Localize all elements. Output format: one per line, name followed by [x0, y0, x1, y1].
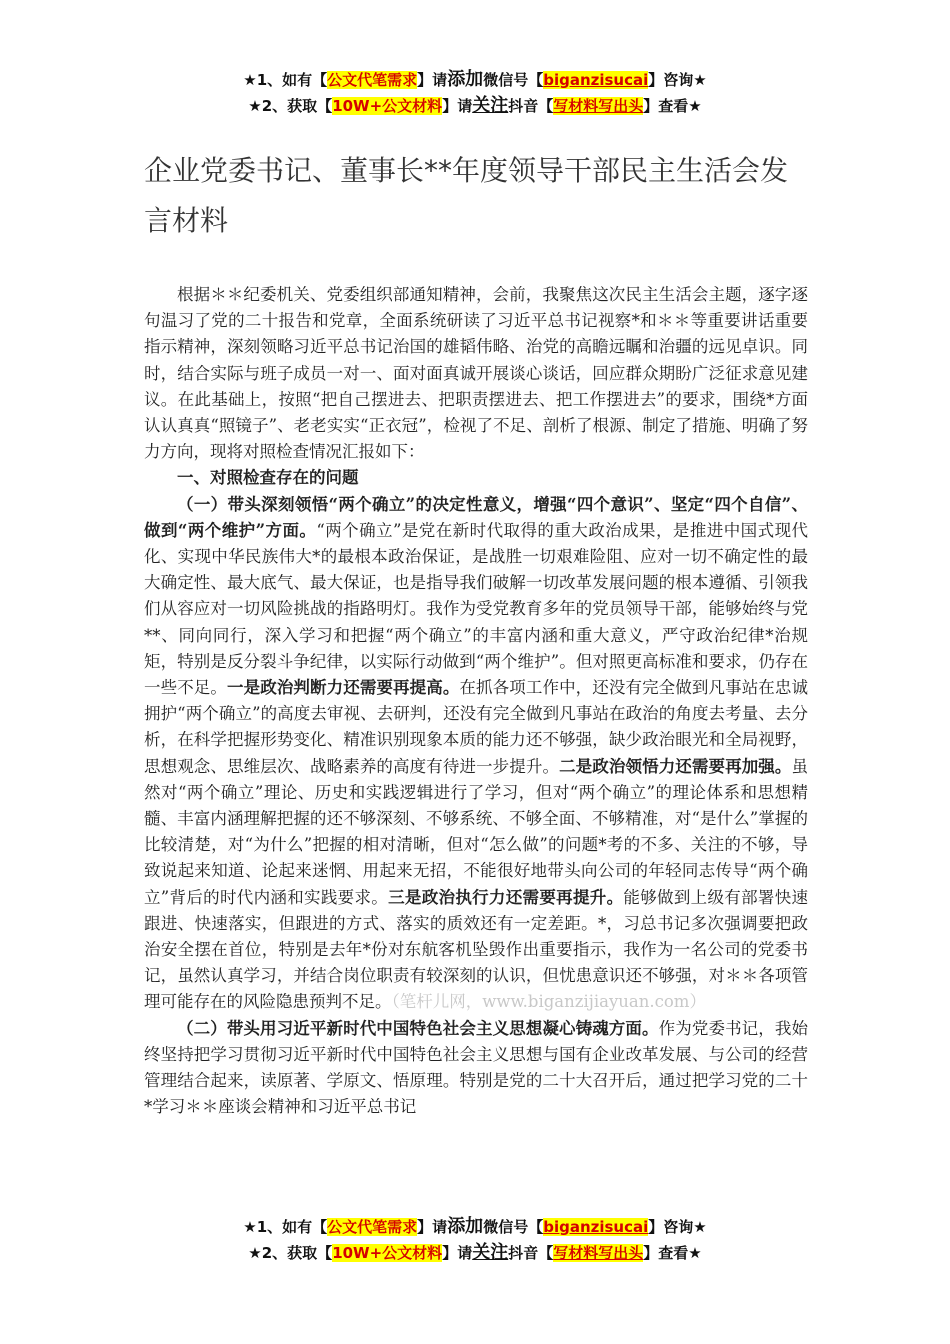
promo-wechat-id: biganzisucai	[543, 1218, 649, 1236]
promo-line-2	[0, 1240, 950, 1266]
promo-highlight: 10W+公文材料	[332, 97, 443, 115]
promo-text: 】查看★	[643, 97, 702, 115]
promo-text: ★2、获取【	[248, 1244, 333, 1262]
promo-emphasis: 添加	[447, 1216, 484, 1237]
document-title: 企业党委书记、董事长**年度领导干部民主生活会发言材料	[144, 154, 789, 237]
promo-text: 】咨询★	[648, 71, 707, 89]
promo-text: ★1、如有【	[243, 1218, 328, 1236]
paragraph-text: 作为党委书记，我始终坚持把学习贯彻习近平新时代中国特色社会主义思想与国有企业改革发展、与公司的经营管理结合起来，读原著、学原文、悟原理。特别是党的二十大召开后，通过把学习党的二十*学习＊＊座谈会精神和习近平总书记	[144, 1018, 809, 1117]
promo-text: ★1、如有【	[243, 71, 328, 89]
promo-wechat-id: biganzisucai	[543, 71, 649, 89]
paragraph-1	[144, 492, 808, 1016]
promo-text: 微信号【	[483, 71, 544, 89]
promo-text: 】请	[417, 1218, 448, 1236]
promo-douyin-id: 写材料写出头	[553, 97, 644, 115]
intro-paragraph: 根据＊＊纪委机关、党委组织部通知精神，会前，我聚焦这次民主生活会主题，逐字逐句温习了党的二十报告和党章，全面系统研读了习近平总书记视察*和＊＊等重要讲话重要指示精神，深刻领略习近平总书记治国的雄韬伟略、治党的高瞻远瞩和治疆的远见卓识。同时，结合实际与班子成员一对一、面对面真诚开展谈心谈话，回应群众期盼广泛征求意见建议。在此基础上，按照“把自己摆进去、把职责摆进去、把工作摆进去”的要求，围绕*方面认认真真“照镜子”、老老实实“正衣冠”，检视了不足、剖析了根源、制定了措施、明确了努力方向，现将对照检查情况汇报如下：	[144, 285, 808, 462]
promo-text: 微信号【	[483, 1218, 544, 1236]
promo-text: 】查看★	[643, 1244, 702, 1262]
paragraph-lead: （一）带头深刻领悟“两个确立”的决定性意义，增强“四个意识”、坚定“四个自信”、做到“两个维护”方面。	[144, 494, 808, 540]
promo-emphasis: 关注	[472, 95, 509, 116]
promo-highlight: 公文代笔需求	[327, 71, 418, 89]
promo-line-2	[0, 93, 950, 119]
promo-text: 抖音【	[508, 1244, 554, 1262]
paragraph-2	[144, 1016, 808, 1121]
point-heading: 一是政治判断力还需要再提高。	[227, 678, 460, 698]
promo-text: 】请	[442, 97, 473, 115]
promo-highlight: 公文代笔需求	[327, 1218, 418, 1236]
point-heading: 二是政治领悟力还需要再加强。	[559, 756, 792, 776]
promo-line-1	[0, 67, 950, 93]
promo-text: 】请	[417, 71, 448, 89]
promo-line-1	[0, 1214, 950, 1240]
section-heading: 一、对照检查存在的问题	[177, 468, 359, 488]
paragraph-text: 在抓各项工作中，还没有完全做到凡事站在忠诚拥护“两个确立”的高度去审视、去研判，还没有完全做到凡事站在政治的角度去考量、去分析，在科学把握形势变化、精准识别现象本质的能力还不够强，缺少政治眼光和全局视野，思想观念、思维层次、战略素养的高度有待进一步提升。	[144, 678, 809, 776]
promo-douyin-id: 写材料写出头	[553, 1244, 644, 1262]
promo-emphasis: 关注	[472, 1242, 509, 1263]
paragraph-text: 虽然对“两个确立”理论、历史和实践逻辑进行了学习，但对“两个确立”的理论体系和思想精髓、丰富内涵理解把握的还不够深刻、不够系统、不够全面、不够精准，对“是什么”掌握的比较清楚，对“为什么”把握的相对清晰，但对“怎么做”的问题*考的不多、关注的不够，导致说起来知道、论起来迷惘、用起来无招，不能很好地带头向公司的年轻同志传导“两个确立”背后的时代内涵和实践要求。	[144, 756, 809, 907]
paragraph-text: 能够做到上级有部署快速跟进、快速落实，但跟进的方式、落实的质效还有一定差距。*，习总书记多次强调要把政治安全摆在首位，特别是去年*份对东航客机坠毁作出重要指示，我作为一名公司的党委书记，虽然认真学习，并结合岗位职责有较深刻的认识，但忧患意识还不够强，对＊＊各项管理可能存在的风险隐患预判不足。	[144, 887, 809, 1012]
promo-text: 抖音【	[508, 97, 554, 115]
paragraph-lead: （二）带头用习近平新时代中国特色社会主义思想凝心铸魂方面。	[177, 1018, 659, 1038]
promo-banner-bottom	[0, 1214, 950, 1266]
promo-text: 】咨询★	[648, 1218, 707, 1236]
promo-text: ★2、获取【	[248, 97, 333, 115]
promo-highlight: 10W+公文材料	[332, 1244, 443, 1262]
promo-text: 】请	[442, 1244, 473, 1262]
source-watermark: （笔杆儿网，www.biganzijiayuan.com）	[391, 992, 706, 1012]
promo-banner-top	[0, 67, 950, 119]
point-heading: 三是政治执行力还需要再提升。	[388, 887, 624, 907]
paragraph-text: “两个确立”是党在新时代取得的重大政治成果，是推进中国式现代化、实现中华民族伟大*的最根本政治保证，是战胜一切艰难险阻、应对一切不确定性的最大确定性、最大底气、最大保证，也是指导我们破解一切改革发展问题的根本遵循、引领我们从容应对一切风险挑战的指路明灯。我作为受党教育多年的党员领导干部，能够始终与党**、同向同行，深入学习和把握“两个确立”的丰富内涵和重大意义，严守政治纪律*治规矩，特别是反分裂斗争纪律，以实际行动做到“两个维护”。但对照更高标准和要求，仍存在一些不足。	[144, 520, 809, 698]
promo-emphasis: 添加	[447, 69, 484, 90]
document-body	[144, 282, 808, 1121]
